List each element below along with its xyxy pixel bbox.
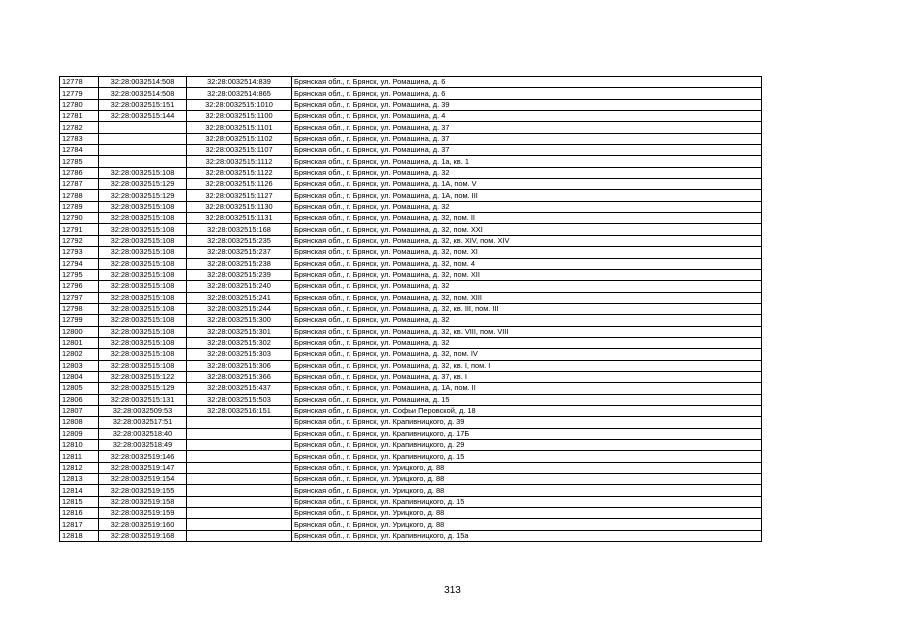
cadastral-number-cell: 32:28:0032515:168 <box>187 224 292 235</box>
row-number-cell: 12801 <box>60 337 99 348</box>
table-row <box>60 281 762 292</box>
row-number-cell: 12791 <box>60 224 99 235</box>
row-number-cell: 12815 <box>60 496 99 507</box>
table-row <box>60 417 762 428</box>
parent-cadastral-cell: 32:28:0032515:108 <box>99 224 187 235</box>
address-cell: Брянская обл., г. Брянск, ул. Ромашина, д. 39 <box>292 99 762 110</box>
cadastral-number-cell: 32:28:0032515:1131 <box>187 213 292 224</box>
address-cell: Брянская обл., г. Брянск, ул. Софьи Перовской, д. 18 <box>292 405 762 416</box>
address-cell: Брянская обл., г. Брянск, ул. Ромашина, д. 32 <box>292 315 762 326</box>
address-cell: Брянская обл., г. Брянск, ул. Ромашина, д. 32, кв. III, пом. III <box>292 303 762 314</box>
cadastral-number-cell <box>187 519 292 530</box>
table-row <box>60 451 762 462</box>
address-cell: Брянская обл., г. Брянск, ул. Урицкого, д. 88 <box>292 519 762 530</box>
cadastral-number-cell: 32:28:0032515:240 <box>187 281 292 292</box>
parent-cadastral-cell: 32:28:0032515:108 <box>99 201 187 212</box>
table-row <box>60 224 762 235</box>
row-number-cell: 12795 <box>60 269 99 280</box>
parent-cadastral-cell: 32:28:0032515:108 <box>99 269 187 280</box>
parent-cadastral-cell: 32:28:0032515:108 <box>99 281 187 292</box>
address-cell: Брянская обл., г. Брянск, ул. Крапивницкого, д. 39 <box>292 417 762 428</box>
parent-cadastral-cell: 32:28:0032514:508 <box>99 77 187 88</box>
row-number-cell: 12818 <box>60 530 99 541</box>
address-cell: Брянская обл., г. Брянск, ул. Ромашина, д. 32 <box>292 167 762 178</box>
address-cell: Брянская обл., г. Брянск, ул. Ромашина, д. 32 <box>292 281 762 292</box>
table-row <box>60 88 762 99</box>
table-row <box>60 326 762 337</box>
row-number-cell: 12779 <box>60 88 99 99</box>
row-number-cell: 12816 <box>60 508 99 519</box>
cadastral-number-cell: 32:28:0032515:1100 <box>187 111 292 122</box>
parent-cadastral-cell: 32:28:0032515:108 <box>99 303 187 314</box>
cadastral-number-cell: 32:28:0032515:503 <box>187 394 292 405</box>
cadastral-number-cell: 32:28:0032515:241 <box>187 292 292 303</box>
address-cell: Брянская обл., г. Брянск, ул. Ромашина, д. 32, пом. XI <box>292 247 762 258</box>
cadastral-number-cell: 32:28:0032515:235 <box>187 235 292 246</box>
table-row <box>60 179 762 190</box>
cadastral-number-cell: 32:28:0032515:366 <box>187 371 292 382</box>
table-row <box>60 440 762 451</box>
row-number-cell: 12784 <box>60 145 99 156</box>
table-row <box>60 303 762 314</box>
address-cell: Брянская обл., г. Брянск, ул. Ромашина, д. 37 <box>292 122 762 133</box>
parent-cadastral-cell <box>99 145 187 156</box>
parent-cadastral-cell: 32:28:0032515:108 <box>99 213 187 224</box>
address-cell: Брянская обл., г. Брянск, ул. Ромашина, д. 1а, кв. 1 <box>292 156 762 167</box>
cadastral-number-cell: 32:28:0032515:303 <box>187 349 292 360</box>
table-row <box>60 99 762 110</box>
address-cell: Брянская обл., г. Брянск, ул. Крапивницкого, д. 29 <box>292 440 762 451</box>
parent-cadastral-cell: 32:28:0032519:146 <box>99 451 187 462</box>
table-row <box>60 292 762 303</box>
cadastral-number-cell <box>187 417 292 428</box>
parent-cadastral-cell: 32:28:0032519:158 <box>99 496 187 507</box>
address-cell: Брянская обл., г. Брянск, ул. Ромашина, д. 1А, пом. II <box>292 383 762 394</box>
address-cell: Брянская обл., г. Брянск, ул. Ромашина, д. 37, кв. I <box>292 371 762 382</box>
table-row <box>60 258 762 269</box>
table-row <box>60 213 762 224</box>
cadastral-number-cell: 32:28:0032516:151 <box>187 405 292 416</box>
parent-cadastral-cell <box>99 156 187 167</box>
parent-cadastral-cell: 32:28:0032515:108 <box>99 337 187 348</box>
table-row <box>60 383 762 394</box>
cadastral-number-cell: 32:28:0032515:1010 <box>187 99 292 110</box>
address-cell: Брянская обл., г. Брянск, ул. Ромашина, д. 1А, пом. III <box>292 190 762 201</box>
cadastral-number-cell: 32:28:0032514:839 <box>187 77 292 88</box>
table-row <box>60 111 762 122</box>
address-cell: Брянская обл., г. Брянск, ул. Крапивницкого, д. 15 <box>292 496 762 507</box>
cadastral-number-cell: 32:28:0032515:237 <box>187 247 292 258</box>
parent-cadastral-cell <box>99 122 187 133</box>
cadastral-number-cell: 32:28:0032515:302 <box>187 337 292 348</box>
table-row <box>60 394 762 405</box>
parent-cadastral-cell: 32:28:0032515:108 <box>99 235 187 246</box>
table-row <box>60 133 762 144</box>
cadastral-number-cell <box>187 462 292 473</box>
table-row <box>60 349 762 360</box>
table-row <box>60 360 762 371</box>
address-cell: Брянская обл., г. Брянск, ул. Урицкого, д. 88 <box>292 474 762 485</box>
cadastral-number-cell: 32:28:0032515:239 <box>187 269 292 280</box>
parent-cadastral-cell: 32:28:0032515:129 <box>99 383 187 394</box>
address-cell: Брянская обл., г. Брянск, ул. Ромашина, д. 15 <box>292 394 762 405</box>
cadastral-number-cell: 32:28:0032515:306 <box>187 360 292 371</box>
cadastral-number-cell <box>187 530 292 541</box>
table-body <box>60 77 762 542</box>
address-cell: Брянская обл., г. Брянск, ул. Ромашина, д. 4 <box>292 111 762 122</box>
row-number-cell: 12808 <box>60 417 99 428</box>
table-row <box>60 474 762 485</box>
table-row <box>60 519 762 530</box>
address-cell: Брянская обл., г. Брянск, ул. Крапивницкого, д. 15 <box>292 451 762 462</box>
address-cell: Брянская обл., г. Брянск, ул. Крапивницкого, д. 15а <box>292 530 762 541</box>
cadastral-number-cell <box>187 508 292 519</box>
cadastral-number-cell <box>187 440 292 451</box>
table-row <box>60 428 762 439</box>
cadastral-number-cell <box>187 496 292 507</box>
cadastral-number-cell <box>187 474 292 485</box>
parent-cadastral-cell <box>99 133 187 144</box>
row-number-cell: 12811 <box>60 451 99 462</box>
parent-cadastral-cell: 32:28:0032515:108 <box>99 258 187 269</box>
table-row <box>60 201 762 212</box>
table-row <box>60 122 762 133</box>
page-number: 313 <box>444 585 461 596</box>
parent-cadastral-cell: 32:28:0032514:508 <box>99 88 187 99</box>
address-cell: Брянская обл., г. Брянск, ул. Ромашина, д. 37 <box>292 133 762 144</box>
cadastral-number-cell <box>187 428 292 439</box>
row-number-cell: 12817 <box>60 519 99 530</box>
parent-cadastral-cell: 32:28:0032519:168 <box>99 530 187 541</box>
cadastral-number-cell: 32:28:0032515:1122 <box>187 167 292 178</box>
table-row <box>60 405 762 416</box>
table-row <box>60 269 762 280</box>
table-row <box>60 145 762 156</box>
row-number-cell: 12794 <box>60 258 99 269</box>
row-number-cell: 12802 <box>60 349 99 360</box>
parent-cadastral-cell: 32:28:0032519:160 <box>99 519 187 530</box>
row-number-cell: 12803 <box>60 360 99 371</box>
table-row <box>60 77 762 88</box>
table-row <box>60 371 762 382</box>
parent-cadastral-cell: 32:28:0032509:53 <box>99 405 187 416</box>
row-number-cell: 12783 <box>60 133 99 144</box>
address-cell: Брянская обл., г. Брянск, ул. Ромашина, д. 32, пом. IV <box>292 349 762 360</box>
table-row <box>60 337 762 348</box>
parent-cadastral-cell: 32:28:0032515:144 <box>99 111 187 122</box>
parent-cadastral-cell: 32:28:0032519:154 <box>99 474 187 485</box>
row-number-cell: 12800 <box>60 326 99 337</box>
cadastral-number-cell: 32:28:0032514:865 <box>187 88 292 99</box>
table-row <box>60 496 762 507</box>
parent-cadastral-cell: 32:28:0032515:108 <box>99 360 187 371</box>
address-cell: Брянская обл., г. Брянск, ул. Ромашина, д. 6 <box>292 88 762 99</box>
address-cell: Брянская обл., г. Брянск, ул. Ромашина, д. 32, кв. VIII, пом. VIII <box>292 326 762 337</box>
cadastral-number-cell: 32:28:0032515:1127 <box>187 190 292 201</box>
row-number-cell: 12789 <box>60 201 99 212</box>
cadastral-number-cell: 32:28:0032515:1102 <box>187 133 292 144</box>
address-cell: Брянская обл., г. Брянск, ул. Ромашина, д. 32 <box>292 337 762 348</box>
cadastral-number-cell: 32:28:0032515:300 <box>187 315 292 326</box>
row-number-cell: 12813 <box>60 474 99 485</box>
parent-cadastral-cell: 32:28:0032515:108 <box>99 315 187 326</box>
table-row <box>60 235 762 246</box>
row-number-cell: 12782 <box>60 122 99 133</box>
address-cell: Брянская обл., г. Брянск, ул. Ромашина, д. 32, кв. I, пом. I <box>292 360 762 371</box>
row-number-cell: 12790 <box>60 213 99 224</box>
cadastral-number-cell <box>187 485 292 496</box>
row-number-cell: 12805 <box>60 383 99 394</box>
address-cell: Брянская обл., г. Брянск, ул. Ромашина, д. 37 <box>292 145 762 156</box>
cadastral-number-cell: 32:28:0032515:1107 <box>187 145 292 156</box>
row-number-cell: 12810 <box>60 440 99 451</box>
row-number-cell: 12812 <box>60 462 99 473</box>
cadastral-number-cell <box>187 451 292 462</box>
row-number-cell: 12798 <box>60 303 99 314</box>
table-row <box>60 530 762 541</box>
parent-cadastral-cell: 32:28:0032515:129 <box>99 179 187 190</box>
parent-cadastral-cell: 32:28:0032515:108 <box>99 292 187 303</box>
cadastral-number-cell: 32:28:0032515:244 <box>187 303 292 314</box>
table-row <box>60 462 762 473</box>
parent-cadastral-cell: 32:28:0032519:155 <box>99 485 187 496</box>
address-cell: Брянская обл., г. Брянск, ул. Ромашина, д. 32, кв. XIV, пом. XIV <box>292 235 762 246</box>
row-number-cell: 12793 <box>60 247 99 258</box>
row-number-cell: 12787 <box>60 179 99 190</box>
address-cell: Брянская обл., г. Брянск, ул. Урицкого, д. 88 <box>292 508 762 519</box>
parent-cadastral-cell: 32:28:0032517:51 <box>99 417 187 428</box>
row-number-cell: 12792 <box>60 235 99 246</box>
table-row <box>60 247 762 258</box>
row-number-cell: 12806 <box>60 394 99 405</box>
parent-cadastral-cell: 32:28:0032515:108 <box>99 167 187 178</box>
address-cell: Брянская обл., г. Брянск, ул. Ромашина, д. 32 <box>292 201 762 212</box>
address-cell: Брянская обл., г. Брянск, ул. Ромашина, д. 32, пом. XIII <box>292 292 762 303</box>
row-number-cell: 12796 <box>60 281 99 292</box>
address-cell: Брянская обл., г. Брянск, ул. Ромашина, д. 1А, пом. V <box>292 179 762 190</box>
address-cell: Брянская обл., г. Брянск, ул. Ромашина, д. 6 <box>292 77 762 88</box>
table-row <box>60 315 762 326</box>
address-cell: Брянская обл., г. Брянск, ул. Ромашина, д. 32, пом. 4 <box>292 258 762 269</box>
row-number-cell: 12785 <box>60 156 99 167</box>
cadastral-number-cell: 32:28:0032515:1101 <box>187 122 292 133</box>
table-row <box>60 508 762 519</box>
row-number-cell: 12807 <box>60 405 99 416</box>
table-row <box>60 167 762 178</box>
cadastral-table <box>59 76 762 542</box>
parent-cadastral-cell: 32:28:0032515:151 <box>99 99 187 110</box>
row-number-cell: 12804 <box>60 371 99 382</box>
table-row <box>60 485 762 496</box>
row-number-cell: 12786 <box>60 167 99 178</box>
parent-cadastral-cell: 32:28:0032515:129 <box>99 190 187 201</box>
parent-cadastral-cell: 32:28:0032519:159 <box>99 508 187 519</box>
address-cell: Брянская обл., г. Брянск, ул. Ромашина, д. 32, пом. II <box>292 213 762 224</box>
table-row <box>60 190 762 201</box>
row-number-cell: 12781 <box>60 111 99 122</box>
row-number-cell: 12809 <box>60 428 99 439</box>
cadastral-number-cell: 32:28:0032515:301 <box>187 326 292 337</box>
row-number-cell: 12780 <box>60 99 99 110</box>
parent-cadastral-cell: 32:28:0032515:122 <box>99 371 187 382</box>
address-cell: Брянская обл., г. Брянск, ул. Ромашина, д. 32, пом. XII <box>292 269 762 280</box>
table-row <box>60 156 762 167</box>
cadastral-number-cell: 32:28:0032515:1112 <box>187 156 292 167</box>
parent-cadastral-cell: 32:28:0032519:147 <box>99 462 187 473</box>
cadastral-number-cell: 32:28:0032515:1126 <box>187 179 292 190</box>
address-cell: Брянская обл., г. Брянск, ул. Крапивницкого, д. 17Б <box>292 428 762 439</box>
cadastral-number-cell: 32:28:0032515:437 <box>187 383 292 394</box>
parent-cadastral-cell: 32:28:0032515:108 <box>99 247 187 258</box>
row-number-cell: 12778 <box>60 77 99 88</box>
cadastral-number-cell: 32:28:0032515:1130 <box>187 201 292 212</box>
parent-cadastral-cell: 32:28:0032518:49 <box>99 440 187 451</box>
address-cell: Брянская обл., г. Брянск, ул. Урицкого, д. 88 <box>292 462 762 473</box>
row-number-cell: 12788 <box>60 190 99 201</box>
address-cell: Брянская обл., г. Брянск, ул. Ромашина, д. 32, пом. XXI <box>292 224 762 235</box>
row-number-cell: 12814 <box>60 485 99 496</box>
row-number-cell: 12799 <box>60 315 99 326</box>
address-cell: Брянская обл., г. Брянск, ул. Урицкого, д. 88 <box>292 485 762 496</box>
parent-cadastral-cell: 32:28:0032518:40 <box>99 428 187 439</box>
cadastral-number-cell: 32:28:0032515:238 <box>187 258 292 269</box>
row-number-cell: 12797 <box>60 292 99 303</box>
parent-cadastral-cell: 32:28:0032515:131 <box>99 394 187 405</box>
parent-cadastral-cell: 32:28:0032515:108 <box>99 326 187 337</box>
parent-cadastral-cell: 32:28:0032515:108 <box>99 349 187 360</box>
